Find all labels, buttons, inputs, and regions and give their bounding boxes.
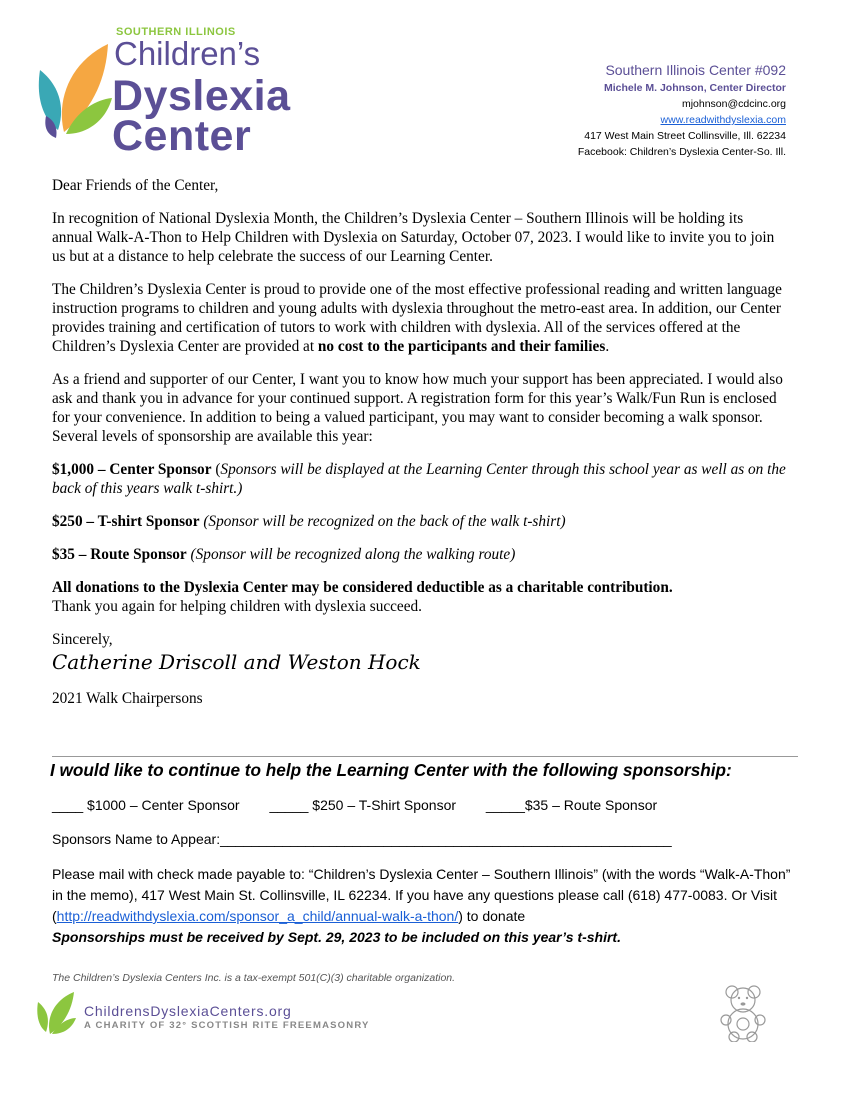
footer-subtitle: A CHARITY OF 32° SCOTTISH RITE FREEMASONRY [84,1020,370,1031]
letter-body [52,176,787,708]
paragraph-about [52,280,787,356]
center-director: Michele M. Johnson, Center Director [603,82,786,94]
thanks-text: Thank you again for helping children with dyslexia succeed. [52,598,422,615]
footer-site: ChildrensDyslexiaCenters.org [84,1003,292,1019]
donations-deductible-text: All donations to the Dyslexia Center may be considered deductible as a charitable contribution. [52,579,673,596]
contact-block [578,60,786,160]
sponsor-level-sep: ( [211,461,221,478]
logo-childrens-text: Children’s [114,35,261,72]
sponsor-name-field[interactable]: Sponsors Name to Appear:__________________________________________________________ [52,831,672,847]
mail-text: Please mail with check made payable to: “Children’s Dyslexia Center – Southern Illinois” (with the words “Walk-A-Thon” in the memo), 417 West Main St. Collinsville, IL 62234. If you have any questions please call (618) 477-0083. Or Visit ( [52,866,791,924]
logo-region-text: SOUTHERN ILLINOIS [116,26,236,38]
mail-instructions [52,864,802,948]
option-tshirt-sponsor[interactable]: _____ $250 – T-Shirt Sponsor [269,797,457,813]
no-cost-emphasis: no cost to the participants and their families [317,338,606,355]
sponsor-level-name: $35 – Route Sponsor [52,546,187,563]
paragraph-about-text: The Children’s Dyslexia Center is proud to provide one of the most effective professional reading and written language instruction programs to children and young adults with dyslexia throughout the metro-east area. In addition, our Center provides training and certification of tutors to work with children with dyslexia. All of the services offered at the Children’s Dyslexia Center are provided at [52,281,782,355]
paragraph-intro: In recognition of National Dyslexia Month, the Children’s Dyslexia Center – Southern Illinois will be holding its annual Walk-A-Thon to Help Children with Dyslexia on Saturday, October 07, 2023. I would like to invite you to join us but at a distance to help celebrate the success of our Learning Center. [52,210,775,265]
signer-title: 2021 Walk Chairpersons [52,690,203,707]
mail-text-end: ) to donate [458,908,526,924]
form-divider [52,756,798,757]
sponsorship-options [52,797,683,813]
facebook-text: Facebook: Children’s Dyslexia Center-So. Ill. [577,146,786,158]
donate-link[interactable]: http://readwithdyslexia.com/sponsor_a_child/annual-walk-a-thon/ [56,908,459,924]
paragraph-about-end: . [605,338,610,355]
teddy-bear-icon [716,982,772,1042]
sponsor-level-name: $250 – T-shirt Sponsor [52,513,200,530]
sponsor-level-desc: (Sponsor will be recognized on the back of the walk t-shirt) [203,513,566,530]
footer-leaves-icon [34,990,78,1036]
sponsor-level-tshirt [52,512,787,531]
contact-address: 417 West Main Street Collinsville, Ill. 62234 [584,130,786,142]
sponsor-level-desc: Sponsors will be displayed at the Learning Center through this school year as well as on the back of this years walk t-shirt.) [52,461,786,497]
contact-email[interactable]: mjohnson@cdcinc.org [681,98,786,110]
option-center-sponsor[interactable]: ____ $1000 – Center Sponsor [52,797,240,813]
closing: Sincerely, [52,631,113,648]
form-title: I would like to continue to help the Learning Center with the following sponsorship: [50,760,732,780]
sponsor-level-route [52,545,787,564]
sponsor-level-name: $1,000 – Center Sponsor [52,461,212,478]
salutation: Dear Friends of the Center, [52,177,219,194]
tax-exempt-note: The Children’s Dyslexia Centers Inc. is a tax-exempt 501(C)(3) charitable organization. [52,972,456,984]
deadline-note: Sponsorships must be received by Sept. 29, 2023 to be included on this year’s t-shirt. [52,929,621,945]
center-name: Southern Illinois Center #092 [605,62,786,78]
sponsor-level-desc: (Sponsor will be recognized along the walking route) [190,546,516,563]
donations-paragraph [52,578,787,616]
option-route-sponsor[interactable]: _____$35 – Route Sponsor [485,797,658,813]
logo-dyslexia-text: Dyslexia [112,72,291,120]
logo-center-text: Center [112,112,252,160]
signature: Catherine Driscoll and Weston Hock [52,650,421,674]
sponsor-level-center [52,460,787,498]
paragraph-support: As a friend and supporter of our Center, I want you to know how much your support has been appreciated. I would also ask and thank you in advance for your continued support. A registration form for this year’s Walk/Fun Run is enclosed for your convenience. In addition to being a valued participant, you may want to consider becoming a walk sponsor. Several levels of sponsorship are available this year: [52,371,783,445]
website-link[interactable]: www.readwithdyslexia.com [660,114,786,126]
logo-leaves-icon [36,40,114,140]
